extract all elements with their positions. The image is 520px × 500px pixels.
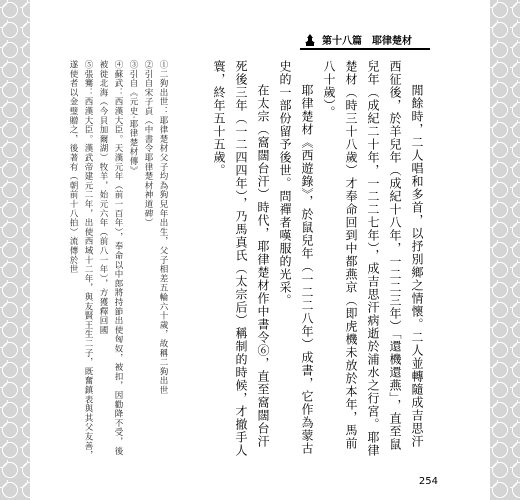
body-paragraph: 耶律楚材《西遊錄》，於鼠兒年（一二二八年）成書，它作為蒙古史的一部份留予後世。問禪者嘆服的光采。 — [278, 60, 314, 455]
footnote: ①二狗出世：耶律楚材父子均為狗兒年出生，父子相差五輪六十歲，故稱二狗出世 — [158, 60, 168, 395]
footnote: ②引自宋子貞（中書令耶律楚材神道碑） — [143, 60, 153, 228]
footnote: ③引自《元史·耶律楚材傳》 — [128, 60, 138, 176]
body-paragraph: 閒餘時，二人唱和多首，以抒別鄉之情懷。二人並轉隨成吉思汗西征後，於羊兒年（成紀十八年，一二二三年）「還機還燕」，直至鼠兒年（成紀二十年，一二二七年），成吉思汗病逝於浦水之行宮。耶律楚材（時三十八歲）才奉命回到中都燕京（即虎機未放於本年，馬前八十歲）。 — [322, 60, 424, 457]
vertical-text-block — [68, 60, 428, 460]
notes-separator — [170, 60, 208, 460]
chapter-title: 第十八篇 耶律楚材 — [322, 36, 412, 47]
running-header — [304, 32, 412, 47]
decorative-pattern-right — [490, 0, 520, 500]
footnote: ⑤張騫：西漢大臣。漢武帝建元二年，出使西域十二年，與友賢王生二子，既奮鎮表與其父友善，遂使者以金璧贈之，後著有（朝前十八拍）流傳於世 — [68, 60, 93, 460]
body-paragraph: 在太宗（窩闊台汗）時代，耶律楚材作中書令⑥，直至窩闊台汗死後三年（一二四四年），乃馬真氏（太宗后）稱制的時候，才撤手人寰，終年五十五歲。 — [212, 60, 270, 457]
page-number: 254 — [418, 476, 438, 487]
pagoda-icon — [304, 34, 316, 46]
header-divider — [300, 48, 430, 50]
decorative-pattern-left — [0, 0, 30, 500]
footnote: ④蘇武：西漢大臣。天漢元年（前一百年），奉命以中郎將持節出使匈奴，被扣，因勸降不受，後被徙北海（今貝加爾湖）牧羊，始元六年（前八一年），方獲釋回國 — [98, 60, 123, 456]
book-page — [30, 0, 490, 500]
